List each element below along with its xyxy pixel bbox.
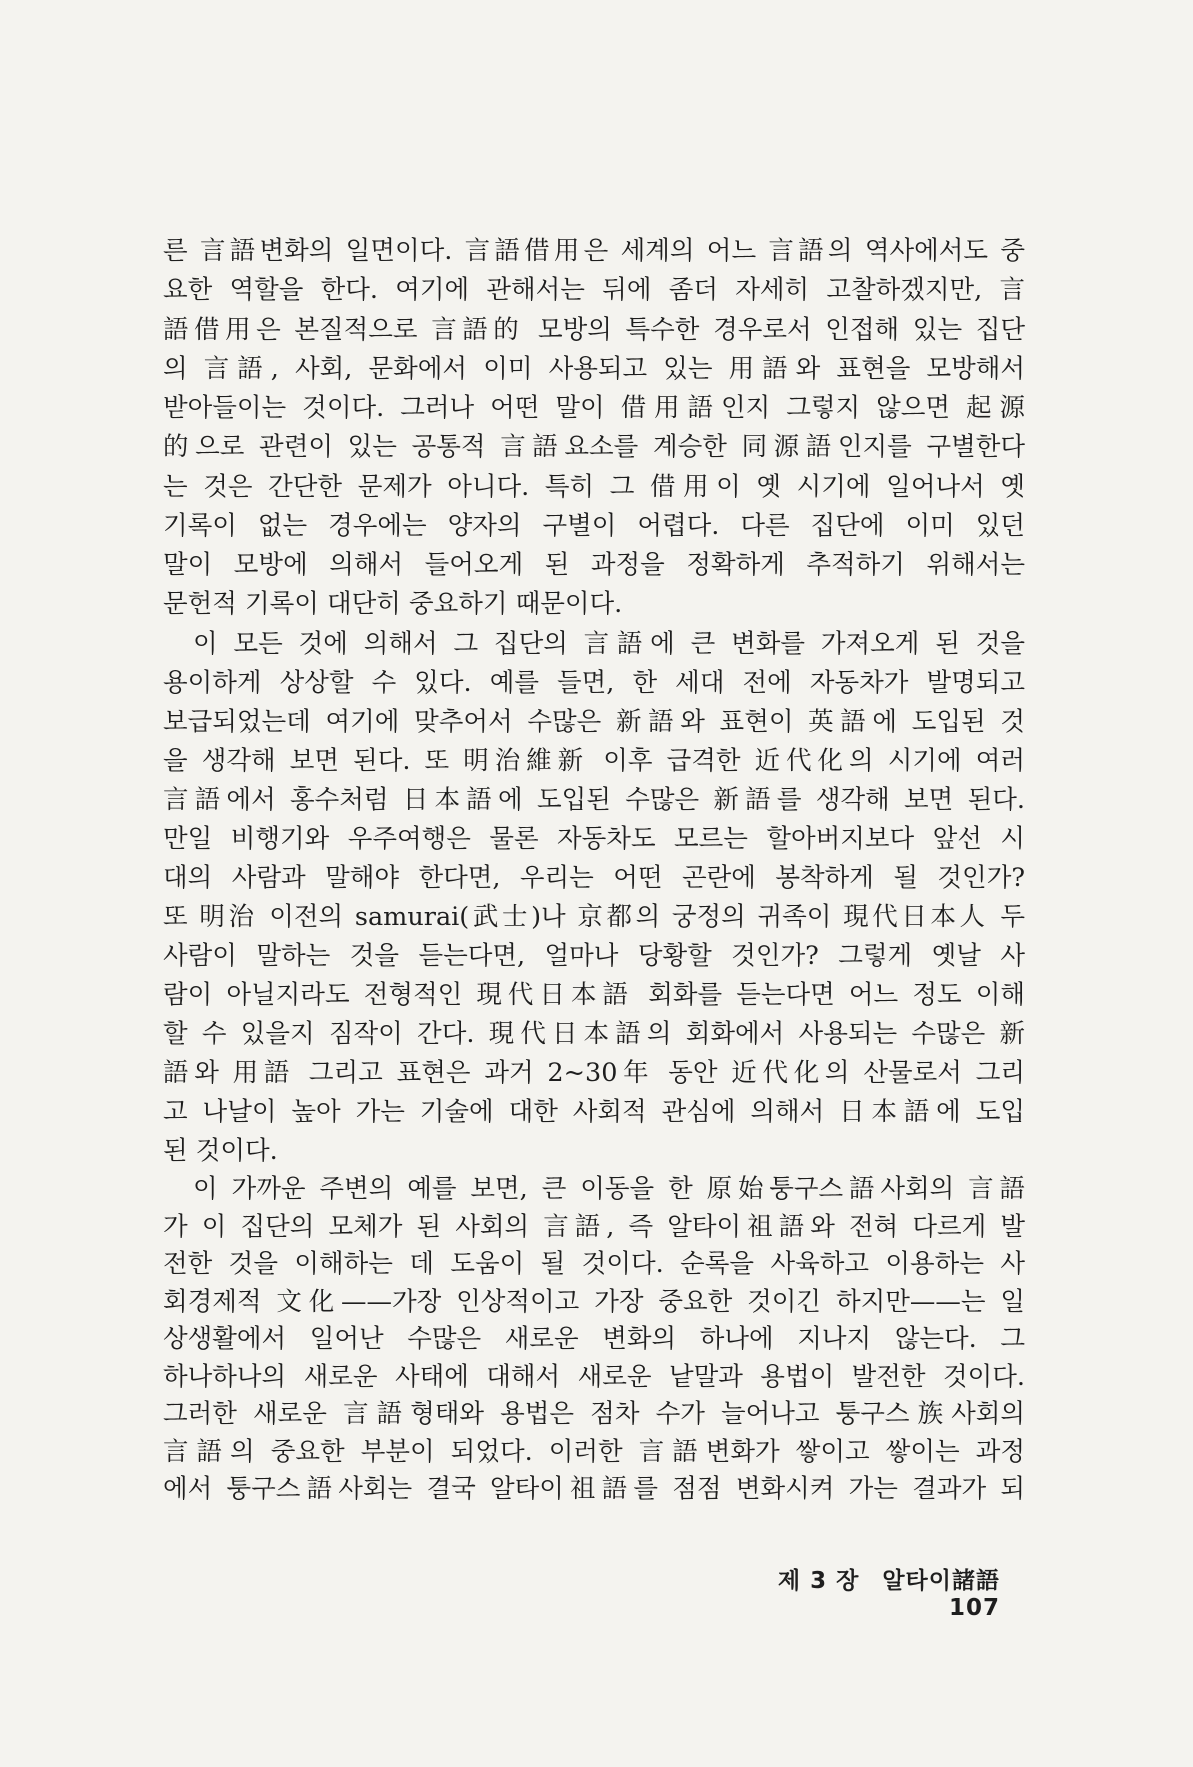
line: 이 모든 것에 의해서 그 집단의 言語에 큰 변화를 가져오게 된 것을 — [193, 628, 1025, 659]
line: 기록이 없는 경우에는 양자의 구별이 어렵다. 다른 집단에 이미 있던 — [163, 510, 1025, 541]
line: 문헌적 기록이 대단히 중요하기 때문이다. — [163, 589, 623, 620]
paragraph-1 — [163, 232, 1025, 585]
line: 그러한 새로운 言語형태와 용법은 점차 수가 늘어나고 퉁구스族사회의 — [163, 1399, 1025, 1430]
line: 할 수 있을지 짐작이 간다. 現代日本語의 회화에서 사용되는 수많은 新 — [163, 1018, 1025, 1049]
paragraph-1-last-line — [163, 585, 1025, 624]
line: 상생활에서 일어난 수많은 새로운 변화의 하나에 지나지 않는다. 그 — [163, 1324, 1025, 1355]
line: 語借用은 본질적으로 言語的 모방의 특수한 경우로서 인접해 있는 집단 — [163, 314, 1025, 345]
line: 요한 역할을 한다. 여기에 관해서는 뒤에 좀더 자세히 고찰하겠지만, 言 — [163, 275, 1025, 306]
line: 른 言語변화의 일면이다. 言語借用은 세계의 어느 言語의 역사에서도 중 — [163, 236, 1025, 266]
line: 사람이 말하는 것을 듣는다면, 얼마나 당황할 것인가? 그렇게 옛날 사 — [163, 940, 1025, 971]
line: 된 것이다. — [163, 1136, 278, 1167]
paragraph-2-last-line — [163, 1132, 1025, 1171]
line: 言語의 중요한 부분이 되었다. 이러한 言語변화가 쌓이고 쌓이는 과정 — [163, 1436, 1025, 1467]
line: 람이 아닐지라도 전형적인 現代日本語 회화를 듣는다면 어느 정도 이해 — [163, 979, 1025, 1010]
page-number: 107 — [948, 1595, 1000, 1621]
line: 하나하나의 새로운 사태에 대해서 새로운 낱말과 용법이 발전한 것이다. — [163, 1361, 1025, 1392]
line: 는 것은 간단한 문제가 아니다. 특히 그 借用이 옛 시기에 일어나서 옛 — [163, 471, 1025, 502]
line: 的으로 관련이 있는 공통적 言語요소를 계승한 同源語인지를 구별한다 — [163, 432, 1025, 463]
chapter-title: 알타이諸語 — [882, 1568, 1000, 1594]
paragraph-3 — [163, 1171, 1025, 1509]
line: 또 明治 이전의 samurai(武士)나 京都의 궁정의 귀족이 現代日本人 두 — [163, 901, 1025, 932]
line: 에서 퉁구스語사회는 결국 알타이祖語를 점점 변화시켜 가는 결과가 되 — [163, 1474, 1025, 1505]
running-footer — [700, 1562, 1000, 1621]
line: 을 생각해 보면 된다. 또 明治維新 이후 급격한 近代化의 시기에 여러 — [163, 745, 1025, 776]
line: 語와 用語 그리고 표현은 과거 2~30年 동안 近代化의 산물로서 그리 — [163, 1058, 1025, 1089]
line: 가 이 집단의 모체가 된 사회의 言語, 즉 알타이祖語와 전혀 다르게 발 — [163, 1211, 1025, 1242]
line: 의 言語, 사회, 문화에서 이미 사용되고 있는 用語와 표현을 모방해서 — [163, 353, 1025, 384]
line: 만일 비행기와 우주여행은 물론 자동차도 모르는 할아버지보다 앞선 시 — [163, 823, 1025, 854]
line: 고 나날이 높아 가는 기술에 대한 사회적 관심에 의해서 日本語에 도입 — [163, 1097, 1025, 1128]
line: 말이 모방에 의해서 들어오게 된 과정을 정확하게 추적하기 위해서는 — [163, 550, 1025, 580]
line: 받아들이는 것이다. 그러나 어떤 말이 借用語인지 그렇지 않으면 起源 — [163, 393, 1025, 423]
line: 이 가까운 주변의 예를 보면, 큰 이동을 한 原始퉁구스語사회의 言語 — [193, 1174, 1025, 1205]
body-text — [163, 232, 1025, 1509]
line: 言語에서 홍수처럼 日本語에 도입된 수많은 新語를 생각해 보면 된다. — [163, 784, 1025, 815]
line: 보급되었는데 여기에 맞추어서 수많은 新語와 표현이 英語에 도입된 것 — [163, 706, 1025, 737]
line: 대의 사람과 말해야 한다면, 우리는 어떤 곤란에 봉착하게 될 것인가? — [163, 862, 1025, 893]
line: 회경제적 文化——가장 인상적이고 가장 중요한 것이긴 하지만——는 일 — [163, 1286, 1025, 1317]
chapter-label: 제 3 장 — [777, 1568, 860, 1594]
line: 용이하게 상상할 수 있다. 예를 들면, 한 세대 전에 자동차가 발명되고 — [163, 667, 1025, 698]
paragraph-2 — [163, 625, 1025, 1133]
line: 전한 것을 이해하는 데 도움이 될 것이다. 순록을 사육하고 이용하는 사 — [163, 1249, 1025, 1280]
